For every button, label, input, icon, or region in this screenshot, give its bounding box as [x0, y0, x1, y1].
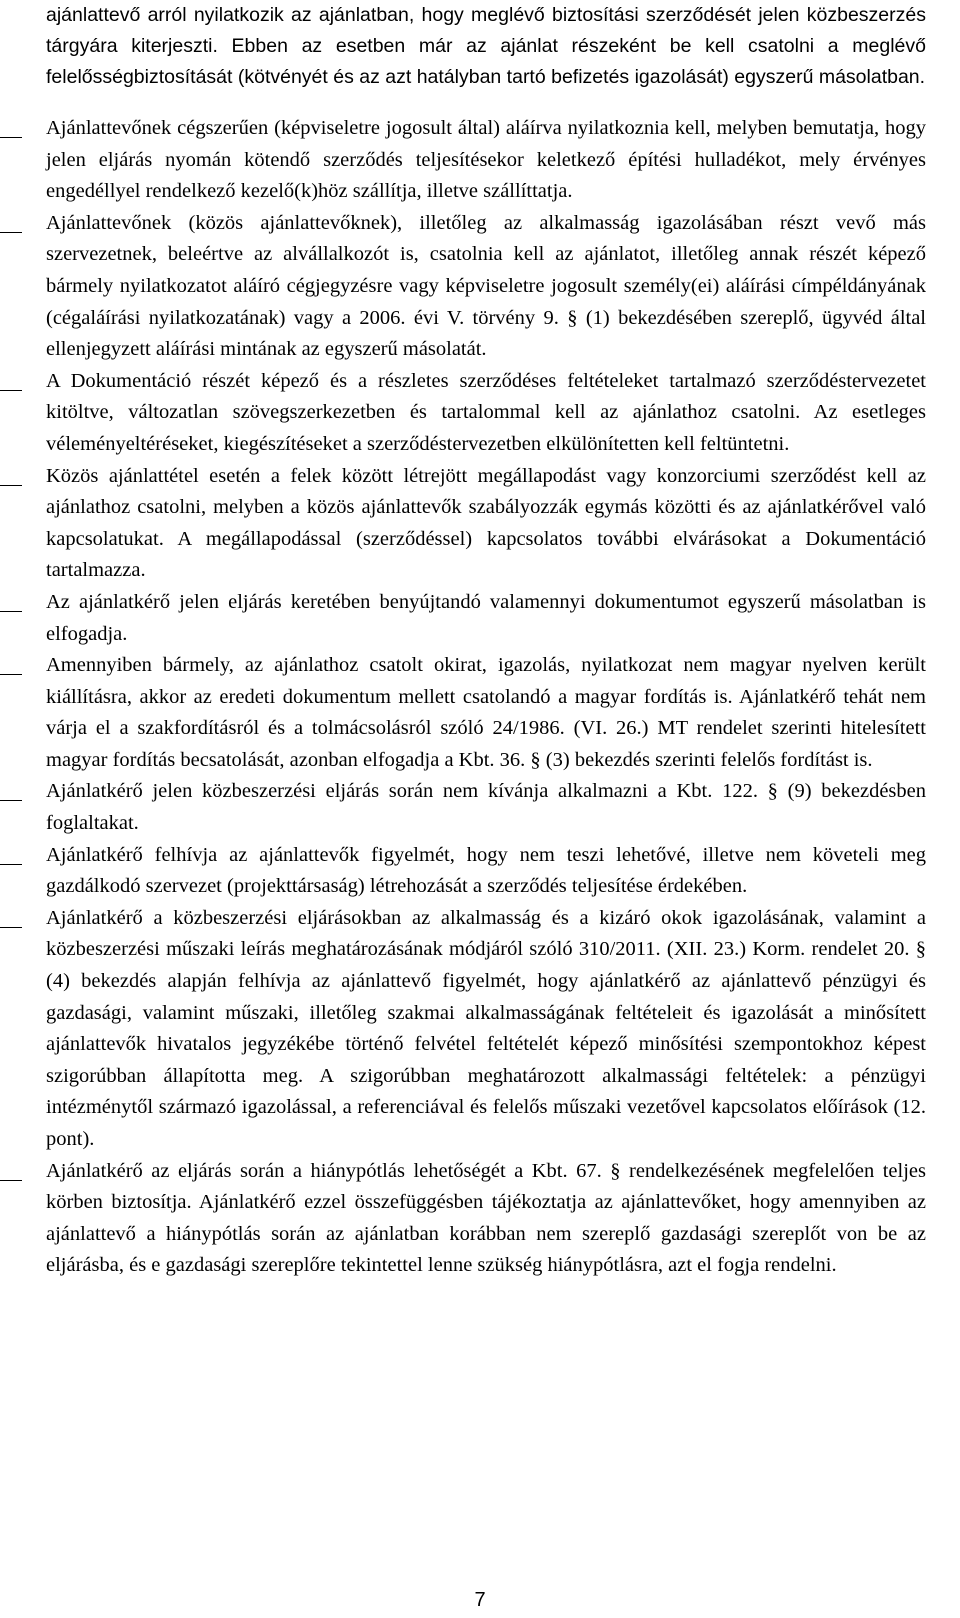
- list-item-text: Az ajánlatkérő jelen eljárás keretében benyújtandó valamennyi dokumentumot egyszerű másolatban is elfogadja.: [46, 590, 926, 645]
- list-item-text: A Dokumentáció részét képező és a részletes szerződéses feltételeket tartalmazó szerződéstervezetet kitöltve, változatlan szövegszerkezetben és tartalommal kell az ajánlathoz csatolni. Az esetleges véleményeltéréseket, kiegészítéseket a szerződéstervezetben elkülönítetten kell feltüntetni.: [46, 369, 926, 455]
- dash-bullet: [0, 864, 22, 865]
- page-number: 7: [474, 1589, 486, 1611]
- list-item: [0, 587, 960, 650]
- dash-bullet: [0, 1180, 22, 1181]
- dash-bullet: [0, 390, 22, 391]
- dash-bullet: [0, 611, 22, 612]
- list-item-text: Ajánlattevőnek cégszerűen (képviseletre jogosult által) aláírva nyilatkoznia kell, melyben bemutatja, hogy jelen eljárás nyomán kötendő szerződés teljesítésekor keletkező építési hulladékot, mely érvényes engedéllyel rendelkező kezelő(k)höz szállítja, illetve szállíttatja.: [46, 117, 926, 203]
- list-item-text: Ajánlatkérő felhívja az ajánlattevők figyelmét, hogy nem teszi lehetővé, illetve nem követeli meg gazdálkodó szervezet (projekttársaság) létrehozását a szerződés teljesítése érdekében.: [46, 843, 926, 898]
- list-item-text: Ajánlatkérő jelen közbeszerzési eljárás során nem kívánja alkalmazni a Kbt. 122. § (9) bekezdésben foglaltakat.: [46, 780, 926, 835]
- list-item: [0, 366, 960, 461]
- list-item-text: Amennyiben bármely, az ajánlathoz csatolt okirat, igazolás, nyilatkozat nem magyar nyelven került kiállításra, akkor az eredeti dokumentum mellett csatolandó a magyar fordítás is. Ajánlatkérő tehát nem várja el a szakfordításról és a tolmácsolásról szóló 24/1986. (VI. 26.) MT rendelet szerinti hitelesített magyar fordítás becsatolását, azonban elfogadja a Kbt. 36. § (3) bekezdés szerinti felelős fordítást is.: [46, 654, 926, 771]
- list-item: [0, 208, 960, 366]
- list-item: [0, 776, 960, 839]
- list-item-text: Ajánlattevőnek (közös ajánlattevőknek), illetőleg az alkalmasság igazolásában részt vevő más szervezetnek, beleértve az alvállalkozót is, csatolnia kell az ajánlatot, illetőleg annak részét képező bármely nyilatkozatot aláíró cégjegyzésre vagy képviseletre jogosult személy(ei) aláírási címpéldányának (cégaláírási nyilatkozatának) vagy a 2006. évi V. törvény 9. § (1) bekezdésében szereplő, ügyvéd által ellenjegyzett aláírási mintának az egyszerű másolatát.: [46, 211, 926, 361]
- list-item: [0, 840, 960, 903]
- list-item: [0, 461, 960, 587]
- list-item: [0, 1156, 960, 1282]
- dash-bullet: [0, 232, 22, 233]
- dash-bullet: [0, 674, 22, 675]
- list-item-text: Közös ajánlattétel esetén a felek között létrejött megállapodást vagy konzorciumi szerződést kell az ajánlathoz csatolni, melyben a közös ajánlattevők szabályozzák egymás közötti és az ajánlatkérővel való kapcsolatukat. A megállapodással (szerződéssel) kapcsolatos további elvárásokat a Dokumentáció tartalmazza.: [46, 464, 926, 582]
- dash-bullet: [0, 927, 22, 928]
- list-item: [0, 903, 960, 1156]
- intro-paragraph: ajánlattevő arról nyilatkozik az ajánlatban, hogy meglévő biztosítási szerződését jelen közbeszerzés tárgyára kiterjeszti. Ebben az esetben már az ajánlat részeként be kell csatolni a meglévő felelősségbiztosítását (kötvényét és az azt hatályban tartó befizetés igazolását) egyszerű másolatban.: [46, 4, 926, 88]
- dash-bullet: [0, 137, 22, 138]
- list-item-text: Ajánlatkérő az eljárás során a hiánypótlás lehetőségét a Kbt. 67. § rendelkezésének megfelelően teljes körben biztosítja. Ajánlatkérő ezzel összefüggésben tájékoztatja az ajánlattevőket, hogy amennyiben az ajánlattevő a hiánypótlás során az ajánlatban korábban nem szereplő gazdasági szereplőt von be az eljárásba, és e gazdasági szereplőre tekintettel lenne szükség hiánypótlásra, azt el fogja rendelni.: [46, 1159, 926, 1277]
- dash-bullet: [0, 800, 22, 801]
- list-item-text: Ajánlatkérő a közbeszerzési eljárásokban az alkalmasság és a kizáró okok igazolásának, valamint a közbeszerzési műszaki leírás meghatározásának módjáról szóló 310/2011. (XII. 23.) Korm. rendelet 20. § (4) bekezdés alapján felhívja az ajánlattevő figyelmét, hogy ajánlatkérő az ajánlattevő pénzügyi és gazdasági, valamint műszaki, illetőleg szakmai alkalmasságának feltételeit és igazolását a minősített ajánlattevők hivatalos jegyzékébe történő felvétel feltételét képező minősítési szempontokhoz képest szigorúbban állapította meg. A szigorúbban meghatározott alkalmassági feltételek: a pénzügyi intézménytől származó igazolással, a referenciával és felelős műszaki vezetővel kapcsolatos előírások (12. pont).: [46, 906, 926, 1150]
- requirements-list: [0, 113, 960, 1282]
- list-item: [0, 650, 960, 776]
- list-item: [0, 113, 960, 208]
- dash-bullet: [0, 485, 22, 486]
